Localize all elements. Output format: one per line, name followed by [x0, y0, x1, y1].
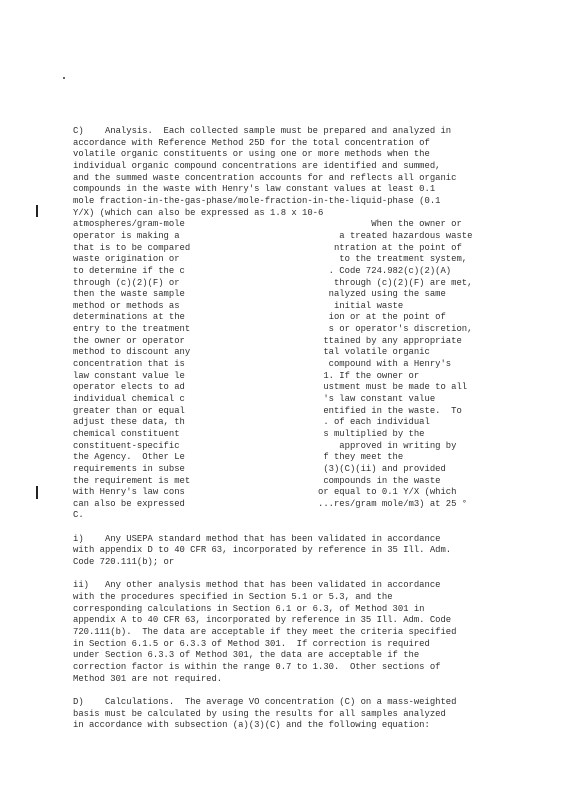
text-line: adjust these data, th . of each individual	[73, 417, 430, 428]
text-line: atmospheres/gram-mole When the owner or	[73, 219, 462, 230]
text-line: through (c)(2)(F) or through (c)(2)(F) are met,	[73, 277, 473, 288]
text-line: waste origination or to the treatment system,	[73, 254, 468, 265]
text-line: volatile organic constituents or using one or more methods when the	[73, 149, 430, 160]
text-line: individual organic compound concentrations are identified and summed,	[73, 160, 441, 171]
text-line: entry to the treatment s or operator's discretion,	[73, 324, 473, 335]
text-line: requirements in subse (3)(C)(ii) and provided	[73, 463, 446, 474]
text-line: ii) Any other analysis method that has been validated in accordance	[73, 580, 441, 591]
text-line: correction factor is within the range 0.7 to 1.30. Other sections of	[73, 661, 441, 672]
text-line: the requirement is met compounds in the waste	[73, 475, 441, 486]
text-line: 720.111(b). The data are acceptable if they meet the criteria specified	[73, 627, 457, 637]
text-line: method to discount any tal volatile organic	[73, 347, 430, 358]
text-line: accordance with Reference Method 25D for the total concentration of	[73, 137, 430, 148]
text-line: the Agency. Other Le f they meet the	[73, 452, 404, 463]
text-line: i) Any USEPA standard method that has been validated in accordance	[73, 533, 441, 544]
text-line: can also be expressed ...res/gram mole/m3) at 25 °	[73, 498, 468, 509]
text-line: with appendix D to 40 CFR 63, incorporated by reference in 35 Ill. Adm.	[73, 545, 452, 556]
text-line: in accordance with subsection (a)(3)(C) and the following equation:	[73, 720, 430, 731]
text-line: with the procedures specified in Section 5.1 or 5.3, and the	[73, 592, 393, 602]
text-line: under Section 6.3.3 of Method 301, the data are acceptable if the	[73, 650, 420, 661]
text-line: then the waste sample nalyzed using the same	[73, 289, 446, 300]
text-line: Method 301 are not required.	[73, 673, 223, 684]
text-line: compounds in the waste with Henry's law constant values at least 0.1	[73, 184, 436, 195]
text-line: with Henry's law cons or equal to 0.1 Y/X (which	[73, 487, 457, 498]
text-line: that is to be compared ntration at the point of	[73, 242, 462, 253]
text-line: Y/X) (which can also be expressed as 1.8 x 10-6	[73, 207, 324, 218]
text-line: operator elects to ad ustment must be made to all	[73, 382, 468, 393]
text-line: to determine if the c . Code 724.982(c)(2)(A)	[73, 265, 452, 276]
text-line: law constant value le 1. If the owner or	[73, 370, 420, 381]
scan-speck	[63, 77, 65, 79]
text-line: greater than or equal entified in the waste. To	[73, 405, 462, 416]
revision-bar-top	[36, 205, 38, 217]
text-line: chemical constituent s multiplied by the	[73, 428, 425, 439]
revision-bar-bottom	[36, 486, 38, 499]
text-line: D) Calculations. The average VO concentration (C) on a mass-weighted	[73, 696, 457, 707]
text-line: operator is making a a treated hazardous waste	[73, 230, 473, 241]
text-line: constituent-specific approved in writing by	[73, 440, 457, 451]
text-line: the owner or operator ttained by any appropriate	[73, 335, 462, 346]
text-line: in Section 6.1.5 or 6.3.3 of Method 301. If correction is required	[73, 638, 430, 649]
text-line: appendix A to 40 CFR 63, incorporated by reference in 35 Ill. Adm. Code	[73, 615, 452, 626]
text-line: and the summed waste concentration accounts for and reflects all organic	[73, 172, 457, 183]
text-line: concentration that is compound with a Henry's	[73, 359, 452, 369]
text-line: basis must be calculated by using the results for all samples analyzed	[73, 708, 446, 719]
text-line: C) Analysis. Each collected sample must be prepared and analyzed in	[73, 126, 452, 136]
text-line: corresponding calculations in Section 6.1 or 6.3, of Method 301 in	[73, 603, 425, 614]
text-line: Code 720.111(b); or	[73, 557, 175, 567]
text-line: method or methods as initial waste	[73, 300, 404, 311]
text-line: C.	[73, 510, 84, 521]
text-line: determinations at the ion or at the point of	[73, 312, 446, 323]
text-line: mole fraction-in-the-gas-phase/mole-fraction-in-the-liquid-phase (0.1	[73, 195, 441, 206]
text-line: individual chemical c 's law constant value	[73, 393, 436, 404]
